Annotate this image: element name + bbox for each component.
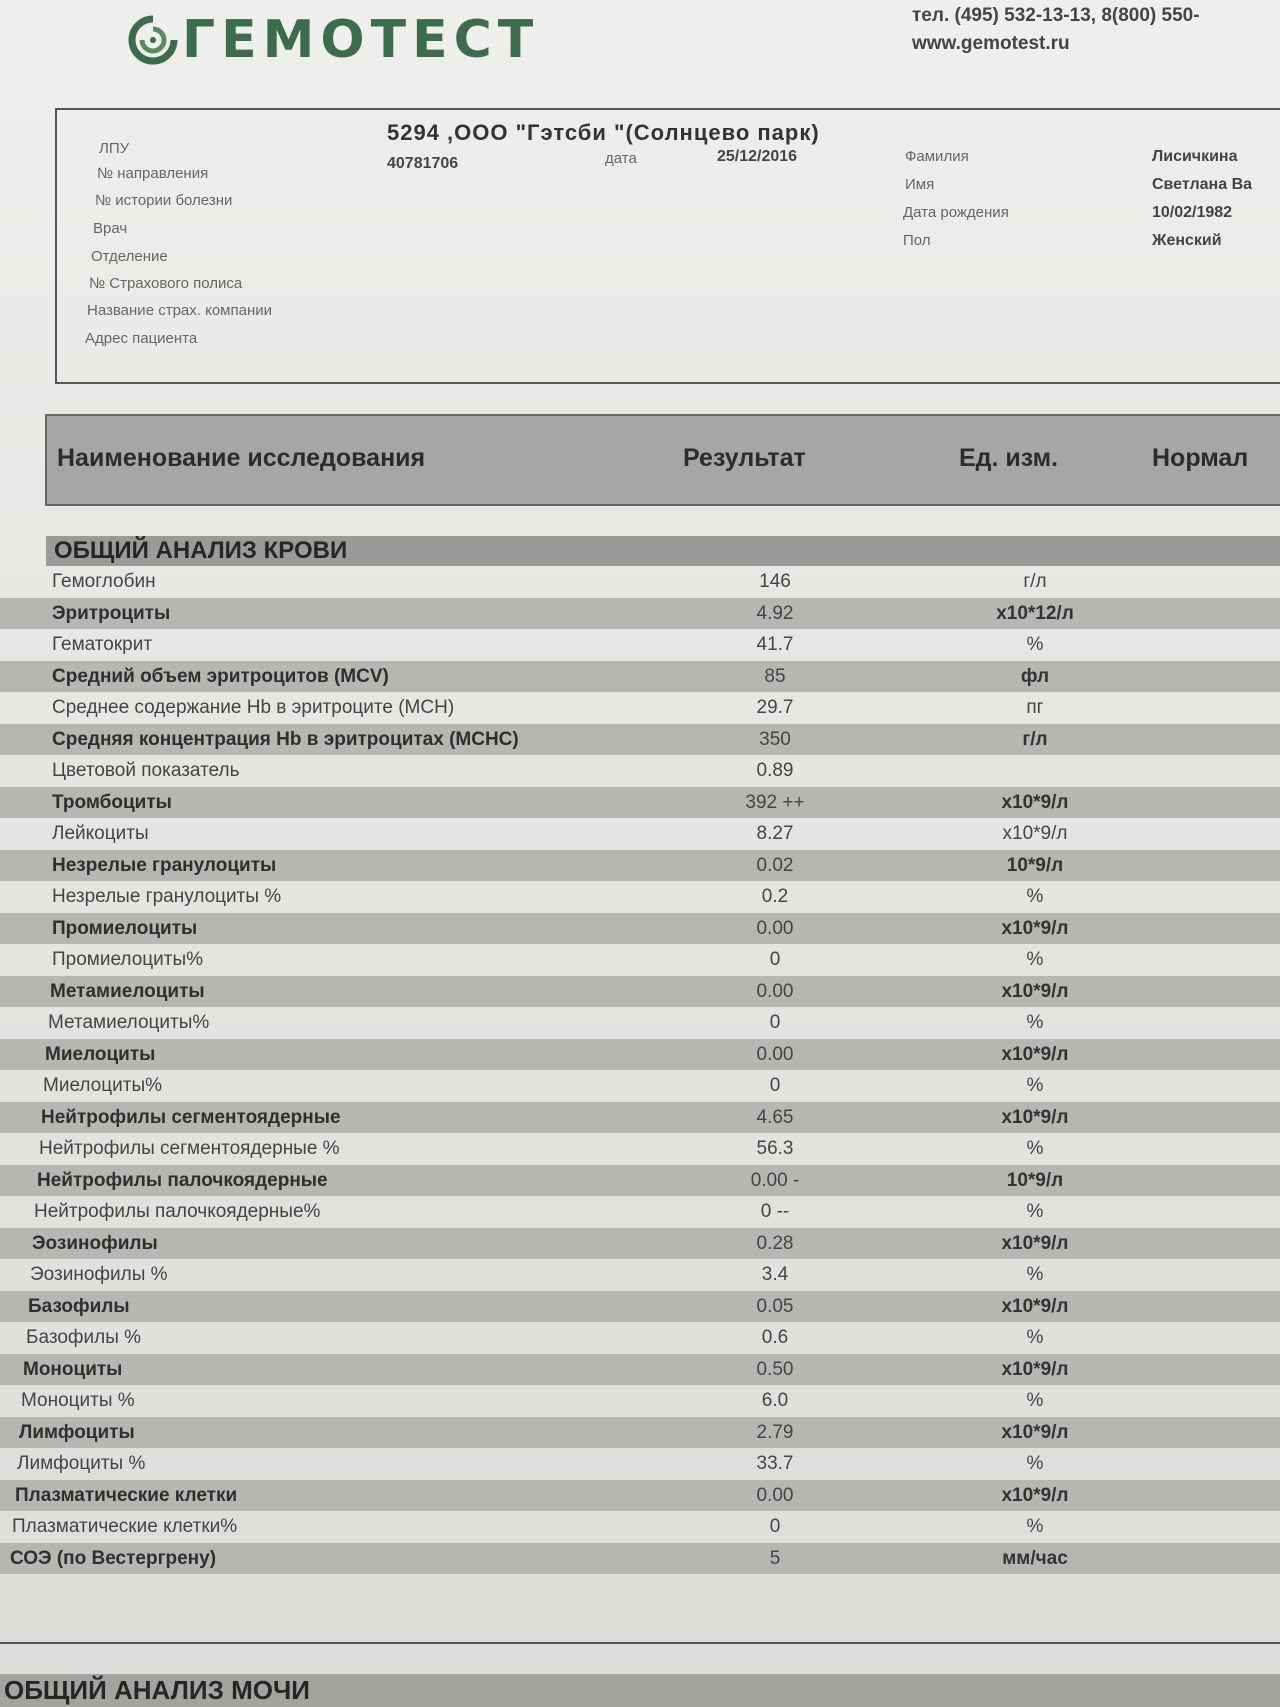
test-result: 0.00: [756, 980, 794, 1002]
table-row: [0, 787, 1280, 819]
test-name: Миелоциты: [45, 1043, 156, 1065]
test-result: 0: [769, 1516, 781, 1537]
test-unit: x10*9/л: [1001, 791, 1069, 813]
label-referral: № направления: [97, 165, 209, 182]
test-result: 0.05: [756, 1295, 794, 1317]
website-text: www.gemotest.ru: [912, 33, 1070, 54]
test-result: 33.7: [756, 1453, 794, 1474]
test-result: 85: [764, 665, 786, 687]
date-value: 25/12/2016: [717, 148, 798, 165]
test-unit: x10*9/л: [1001, 1358, 1069, 1380]
table-row: [0, 1511, 1280, 1543]
test-result: 4.65: [756, 1106, 794, 1128]
test-name: Плазматические клетки%: [12, 1516, 238, 1537]
col-name-header: Наименование исследования: [57, 444, 426, 472]
test-name: Незрелые гранулоциты %: [52, 886, 282, 907]
table-row: [0, 881, 1280, 913]
patient-info-box: [55, 108, 1280, 384]
table-row: [0, 1480, 1280, 1512]
referral-value: 40781706: [387, 155, 459, 172]
table-row: [0, 755, 1280, 787]
test-name: Эритроциты: [52, 602, 171, 624]
test-unit: мм/час: [1002, 1547, 1068, 1569]
table-row: [0, 1165, 1280, 1197]
test-result: 0.02: [756, 854, 794, 876]
test-unit: %: [1026, 1264, 1044, 1285]
table-row: [0, 1259, 1280, 1291]
test-unit: %: [1026, 886, 1044, 907]
test-unit: %: [1026, 1327, 1044, 1348]
test-name: Промиелоциты%: [52, 949, 204, 970]
table-row: [0, 913, 1280, 945]
blood-test-section-title: ОБЩИЙ АНАЛИЗ КРОВИ: [46, 536, 1280, 566]
test-unit: x10*9/л: [1001, 1106, 1069, 1128]
table-row: [0, 1385, 1280, 1417]
table-row: [0, 1007, 1280, 1039]
table-row: [0, 1543, 1280, 1575]
test-result: 56.3: [756, 1138, 794, 1159]
logo-text: ГЕМОТЕСТ: [182, 10, 540, 70]
table-row: [0, 661, 1280, 693]
test-name: Моноциты %: [21, 1390, 135, 1411]
test-name: Гематокрит: [52, 634, 153, 655]
label-insurer: Название страх. компании: [87, 302, 272, 319]
test-unit: x10*9/л: [1001, 1421, 1069, 1443]
test-result: 0.00 -: [750, 1169, 800, 1191]
test-result: 0.6: [761, 1327, 789, 1348]
table-row: [0, 1133, 1280, 1165]
table-row: [0, 1448, 1280, 1480]
test-name: Нейтрофилы сегментоядерные %: [39, 1138, 340, 1159]
test-result: 0.00: [756, 1484, 794, 1506]
test-result: 8.27: [756, 823, 794, 844]
table-row: [0, 1322, 1280, 1354]
logo-swirl-icon: [128, 15, 178, 65]
label-sex: Пол: [903, 232, 931, 249]
test-name: Нейтрофилы палочкоядерные%: [34, 1201, 321, 1222]
test-result: 146: [759, 571, 791, 592]
test-name: Плазматические клетки: [15, 1484, 238, 1506]
test-unit: %: [1026, 949, 1044, 970]
table-row: [0, 1102, 1280, 1134]
test-name: СОЭ (по Вестергрену): [10, 1547, 217, 1569]
table-row: [0, 818, 1280, 850]
table-row: [0, 1354, 1280, 1386]
test-name: Гемоглобин: [52, 571, 156, 592]
label-policy: № Страхового полиса: [89, 275, 243, 292]
test-unit: %: [1026, 1012, 1044, 1033]
test-name: Промиелоциты: [52, 917, 198, 939]
phone-text: тел. (495) 532-13-13, 8(800) 550-: [912, 5, 1200, 26]
table-row: [0, 1070, 1280, 1102]
results-table-header: [45, 414, 1280, 506]
test-unit: x10*9/л: [1001, 1295, 1069, 1317]
lpu-value: 5294 ,ООО "Гэтсби "(Солнцево парк): [387, 120, 820, 145]
test-unit: 10*9/л: [1006, 1169, 1064, 1191]
table-row: [0, 598, 1280, 630]
test-name: Эозинофилы: [32, 1232, 158, 1254]
test-unit: x10*12/л: [996, 602, 1074, 624]
urine-test-section-title: ОБЩИЙ АНАЛИЗ МОЧИ: [0, 1674, 1280, 1707]
test-result: 0.50: [756, 1358, 794, 1380]
test-unit: x10*9/л: [1001, 917, 1069, 939]
label-birth: Дата рождения: [903, 204, 1009, 221]
table-row: [0, 692, 1280, 724]
col-result-header: Результат: [683, 444, 806, 472]
test-result: 0 --: [760, 1201, 790, 1222]
gemotest-logo: [128, 10, 539, 70]
test-name: Базофилы %: [26, 1327, 142, 1348]
table-row: [0, 1228, 1280, 1260]
test-unit: %: [1026, 634, 1044, 655]
test-name: Миелоциты%: [43, 1075, 162, 1096]
test-result: 2.79: [756, 1421, 794, 1443]
label-date: дата: [605, 150, 637, 167]
test-unit: 10*9/л: [1006, 854, 1064, 876]
test-result: 3.4: [761, 1264, 789, 1285]
surname-value: Лисичкина: [1152, 148, 1238, 165]
table-row: [0, 629, 1280, 661]
test-unit: пг: [1026, 697, 1044, 718]
table-row: [0, 850, 1280, 882]
test-result: 6.0: [761, 1390, 789, 1411]
name-value: Светлана Ва: [1152, 176, 1253, 193]
test-unit: x10*9/л: [1001, 1232, 1069, 1254]
test-result: 392 ++: [745, 791, 805, 813]
test-result: 0.89: [756, 760, 794, 781]
test-result: 29.7: [756, 697, 794, 718]
table-row: [0, 1039, 1280, 1071]
label-department: Отделение: [91, 248, 168, 265]
test-unit: %: [1026, 1516, 1044, 1537]
test-unit: фл: [1020, 665, 1050, 687]
test-name: Лимфоциты %: [17, 1453, 146, 1474]
test-unit: %: [1026, 1201, 1044, 1222]
table-row: [0, 566, 1280, 598]
col-unit-header: Ед. изм.: [959, 444, 1059, 472]
test-unit: г/л: [1022, 728, 1048, 750]
test-unit: %: [1026, 1453, 1044, 1474]
test-result: 0.00: [756, 1043, 794, 1065]
label-history: № истории болезни: [95, 192, 233, 209]
birth-value: 10/02/1982: [1152, 204, 1233, 221]
test-name: Моноциты: [23, 1358, 123, 1380]
test-name: Эозинофилы %: [30, 1264, 168, 1285]
test-result: 0: [769, 1075, 781, 1096]
test-unit: x10*9/л: [1001, 1484, 1069, 1506]
table-row: [0, 1291, 1280, 1323]
label-lpu: ЛПУ: [99, 140, 130, 157]
test-unit: %: [1026, 1138, 1044, 1159]
label-surname: Фамилия: [905, 148, 969, 165]
label-address: Адрес пациента: [85, 330, 198, 347]
test-result: 5: [769, 1547, 781, 1569]
table-row: [0, 976, 1280, 1008]
test-result: 0: [769, 1012, 781, 1033]
label-doctor: Врач: [93, 220, 128, 237]
col-norm-header: Нормал: [1152, 444, 1249, 472]
table-divider: [0, 1642, 1280, 1644]
test-name: Среднее содержание Hb в эритроците (MCH): [52, 697, 455, 718]
test-unit: %: [1026, 1390, 1044, 1411]
test-unit: x10*9/л: [1001, 1043, 1069, 1065]
test-name: Нейтрофилы сегментоядерные: [41, 1106, 341, 1128]
test-name: Средняя концентрация Hb в эритроцитах (MCHC): [52, 728, 519, 750]
table-row: [0, 1196, 1280, 1228]
test-result: 0: [769, 949, 781, 970]
test-name: Средний объем эритроцитов (MCV): [52, 665, 389, 687]
test-name: Базофилы: [28, 1295, 130, 1317]
test-name: Метамиелоциты: [50, 980, 205, 1002]
test-result: 0.00: [756, 917, 794, 939]
test-name: Тромбоциты: [52, 791, 172, 813]
test-name: Цветовой показатель: [52, 760, 240, 781]
test-unit: г/л: [1023, 571, 1047, 592]
test-name: Лейкоциты: [52, 823, 149, 844]
test-result: 4.92: [756, 602, 794, 624]
test-name: Незрелые гранулоциты: [52, 854, 277, 876]
test-name: Нейтрофилы палочкоядерные: [37, 1169, 328, 1191]
test-result: 41.7: [756, 634, 794, 655]
test-result: 0.2: [761, 886, 789, 907]
results-table-body: [0, 566, 1280, 1574]
contact-block: [912, 2, 1200, 58]
test-unit: x10*9/л: [1001, 980, 1069, 1002]
table-row: [0, 724, 1280, 756]
test-result: 0.28: [756, 1232, 794, 1254]
test-unit: x10*9/л: [1002, 823, 1068, 844]
test-name: Лимфоциты: [19, 1421, 135, 1443]
sex-value: Женский: [1152, 232, 1222, 249]
label-name: Имя: [905, 176, 935, 193]
test-name: Метамиелоциты%: [48, 1012, 210, 1033]
table-row: [0, 944, 1280, 976]
test-unit: %: [1026, 1075, 1044, 1096]
table-row: [0, 1417, 1280, 1449]
test-result: 350: [759, 728, 791, 750]
